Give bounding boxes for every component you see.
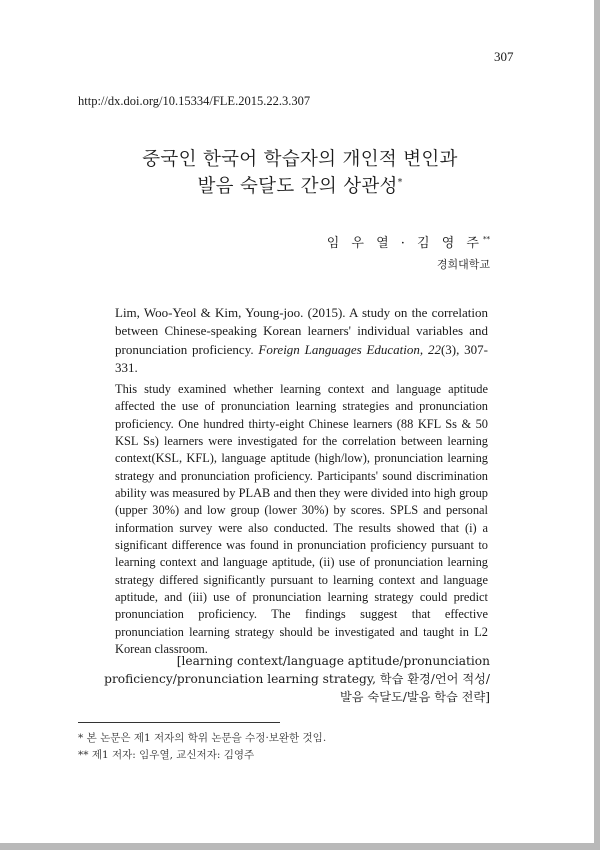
keywords-block bbox=[100, 652, 490, 706]
page-edge-bottom bbox=[0, 843, 600, 850]
footnote-1: * 본 논문은 제1 저자의 학위 논문을 수정·보완한 것임. bbox=[78, 732, 327, 744]
keywords-line-1: [learning context/language aptitude/pronunciation bbox=[176, 654, 490, 668]
author-affiliation: 경희대학교 bbox=[436, 258, 490, 271]
author-names: 임 우 열 · 김 영 주 bbox=[326, 236, 483, 251]
citation-block bbox=[115, 304, 488, 378]
title-line-2-text: 발음 숙달도 간의 상관성 bbox=[197, 176, 398, 197]
keywords-line-2: proficiency/pronunciation learning strategy, 학습 환경/언어 적성/ bbox=[104, 672, 490, 686]
title-line-1-text: 중국인 한국어 학습자의 개인적 변인과 bbox=[142, 149, 458, 170]
footnote-divider bbox=[78, 722, 280, 723]
keywords-line-3: 발음 숙달도/발음 학습 전략] bbox=[340, 690, 490, 704]
title-line-2 bbox=[60, 172, 540, 198]
page-edge-right bbox=[594, 0, 600, 850]
page-number: 307 bbox=[494, 49, 514, 64]
author-footnote-mark: ** bbox=[483, 235, 490, 244]
title-footnote-mark: * bbox=[397, 177, 403, 188]
citation-journal: Foreign Languages Education, 22 bbox=[258, 341, 441, 357]
citation-prefix: Lim, Woo-Yeol & Kim, Young-joo. (2015). A study on the correlation between Chinese-speaking Korean learners' individual variables and pronunciation proficiency. bbox=[115, 305, 488, 357]
abstract-paragraph: This study examined whether learning context and language aptitude affected the use of pronunciation learning strategies and pronunciation proficiency. One hundred thirty-eight Chinese learners (88 KFL Ss & 50 KSL Ss) learners were investigated for the correlation between learning context(KSL, KFL), language aptitude (high/low), pronunciation learning strategy and pronunciation proficiency. Participants' sound discrimination ability was measured by PLAB and then they were divided into high group (upper 30%) and low group (lower 30%) by scores. SPLS and personal information survey were also conducted. The results showed that (i) a significant difference was found in pronunciation proficiency pursuant to learning context and language aptitude, (ii) use of pronunciation learning strategy differed significantly pursuant to learning context and language aptitude, and (iii) use of pronunciation learning strategy could predict pronunciation proficiency. The findings suggest that effective pronunciation learning strategy should be investigated and taught in L2 Korean classroom. bbox=[115, 382, 488, 657]
title-line-1 bbox=[60, 145, 540, 171]
doi-link[interactable]: http://dx.doi.org/10.15334/FLE.2015.22.3.307 bbox=[78, 94, 311, 108]
author-line bbox=[327, 232, 490, 251]
footnote-2: ** 제1 저자: 임우열, 교신저자: 김영주 bbox=[78, 749, 255, 761]
citation-suffix: (3), 307-331. bbox=[115, 341, 488, 376]
